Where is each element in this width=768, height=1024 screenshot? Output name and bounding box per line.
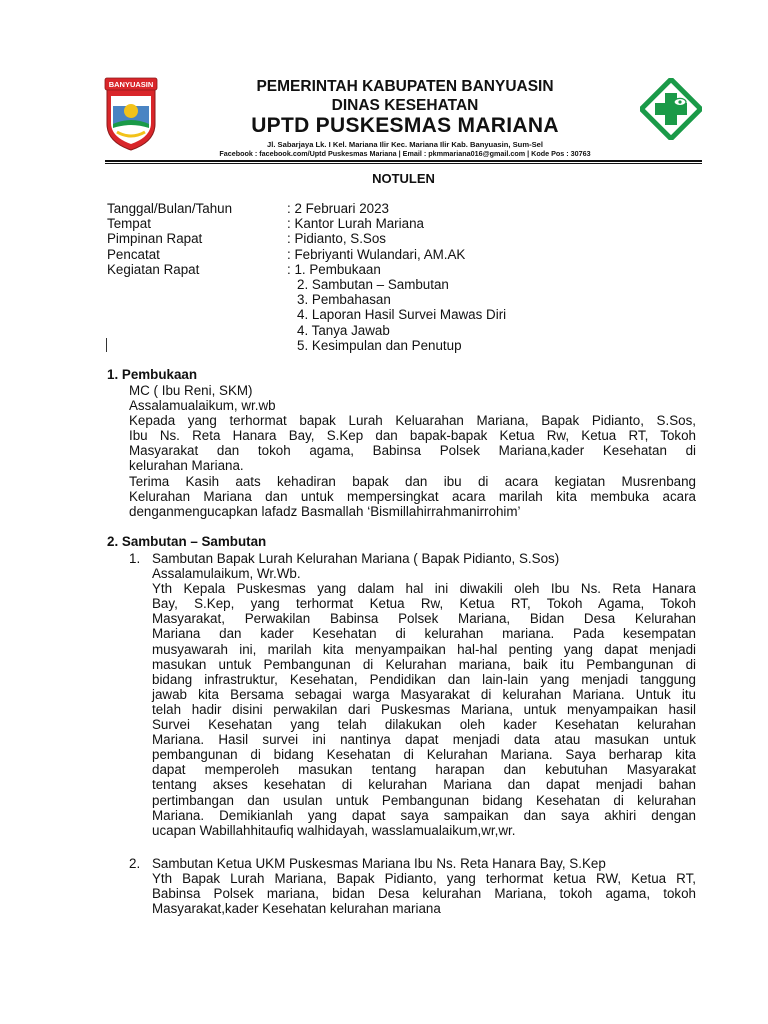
agenda-list <box>297 277 506 353</box>
paragraph-line: denganmengucapkan lafadz Basmallah ‘Bismillahirrahmanirrohim’ <box>129 503 521 519</box>
paragraph <box>152 871 696 916</box>
government-name: PEMERINTAH KABUPATEN BANYUASIN <box>256 78 554 95</box>
section-heading-pembukaan: 1. Pembukaan <box>107 367 198 382</box>
paragraph-line: tentang akses kesehatan di kelurahan Mariana dan dapat menjadi bahan <box>152 777 696 793</box>
info-value: : Febriyanti Wulandari, AM.AK <box>287 246 466 262</box>
greeting-line: Assalamulaikum, Wr.Wb. <box>152 566 301 582</box>
speech-lurah <box>152 551 696 838</box>
paragraph <box>129 474 696 519</box>
agenda-item: 4. Laporan Hasil Survei Mawas Diri <box>297 307 507 323</box>
paragraph-line: Masyarakat dan tokoh agama, Babinsa Polsek Mariana,kader Kesehatan di <box>129 443 696 459</box>
paragraph-line: Masyarakat, Perwakilan Babinsa Polsek Mariana, Bidan Desa Kelurahan <box>152 611 696 627</box>
info-key: Pencatat <box>107 246 160 262</box>
paragraph-line: Kelurahan Mariana dan untuk mempersingkat acara marilah kita membuka acara <box>129 488 696 504</box>
speech-title: Sambutan Ketua UKM Puskesmas Mariana Ibu Ns. Reta Hanara Bay, S.Kep <box>152 856 606 871</box>
info-key: Pimpinan Rapat <box>107 231 203 247</box>
paragraph-line: Kepada yang terhormat bapak Lurah Keluarahan Mariana, Bapak Pidianto, S.Sos, <box>129 413 696 429</box>
paragraph-line: Mariana. Demikianlah yang dapat saya sampaikan dan saya akhiri dengan <box>152 807 696 823</box>
paragraph-line: jawab kita Bersama sebagai warga Masyarakat di kelurahan Mariana. Untuk itu <box>152 686 696 702</box>
info-key: Kegiatan Rapat <box>107 261 200 277</box>
paragraph-line: Ibu Ns. Reta Hanara Bay, S.Kep dan bapak-bapak Ketua Rw, Ketua RT, Tokoh <box>129 428 696 444</box>
agenda-item: 4. Tanya Jawab <box>297 322 390 338</box>
paragraph-line: dapat memperoleh masukan tentang harapan dan kebutuhan Masyarakat <box>152 762 696 778</box>
paragraph <box>152 581 696 838</box>
greeting-line: Assalamualaikum, wr.wb <box>129 398 276 414</box>
info-key: Tanggal/Bulan/Tahun <box>107 201 233 216</box>
header-divider-thin <box>105 163 702 164</box>
agenda-item: 2. Sambutan – Sambutan <box>297 277 449 292</box>
paragraph-line: pertimbangan dan usulan untuk Pembangunan bidang Kesehatan di kelurahan <box>152 792 696 808</box>
banyuasin-emblem-icon <box>103 76 159 152</box>
paragraph-line: bidang infrastruktur, Kesehatan, Pendidikan dan lain-lain yang menjadi tanggung <box>152 671 696 687</box>
paragraph-line: Mariana. Hasil survei ini nantinya dapat menjadi data atau masukan untuk <box>152 732 696 748</box>
paragraph-line: Survei Kesehatan yang telah dilakukan oleh kader Kesehatan kelurahan <box>152 717 696 733</box>
text-cursor <box>106 338 107 352</box>
address-line: Jl. Sabarjaya Lk. I Kel. Mariana Ilir Kec. Mariana Ilir Kab. Banyuasin, Sum-Sel <box>266 140 543 149</box>
header-divider <box>105 160 702 162</box>
paragraph-line: masukan untuk Pembangunan di Kelurahan mariana, baik itu Pembangunan di <box>152 656 696 672</box>
paragraph-line: Bay, S.Kep, yang terhormat Ketua Rw, Ketua RT, Tokoh Agama, Tokoh <box>152 596 696 612</box>
agenda-item: 3. Pembahasan <box>297 292 391 308</box>
paragraph-line: telah hadir disini perwakilan dari Puskesmas Mariana, untuk menyampaikan hasil <box>152 701 696 717</box>
paragraph-line: pembangunan di bidang Kesehatan di Kelurahan Mariana. Saya berharap kita <box>152 747 696 763</box>
info-key: Tempat <box>107 216 151 232</box>
paragraph-line: ucapan Wabillahhitaufiq walhidayah, wasslamualaikum,wr,wr. <box>152 822 516 838</box>
agenda-item: 5. Kesimpulan dan Penutup <box>297 337 462 353</box>
emblem-banner-text: BANYUASIN <box>108 80 154 89</box>
speech-ukm <box>152 856 696 916</box>
mc-line: MC ( Ibu Reni, SKM) <box>129 383 253 398</box>
info-value: : 1. Pembukaan <box>287 261 381 277</box>
paragraph-line: Yth Kepala Puskesmas yang dalam hal ini diwakili oleh Ibu Ns. Reta Hanara <box>152 581 696 597</box>
department-name: DINAS KESEHATAN <box>331 97 479 114</box>
info-value: : Pidianto, S.Sos <box>287 231 386 247</box>
section-heading-sambutan: 2. Sambutan – Sambutan <box>107 534 267 549</box>
info-value: : Kantor Lurah Mariana <box>287 216 424 232</box>
paragraph-line: Yth Bapak Lurah Mariana, Bapak Pidianto, yang terhormat ketua RW, Ketua RT, <box>152 871 696 887</box>
institution-name: UPTD PUSKESMAS MARIANA <box>251 114 559 137</box>
item-number: 2. <box>129 856 141 871</box>
paragraph-line: Masyarakat,kader Kesehatan kelurahan mariana <box>152 901 441 917</box>
paragraph-line: musyawarah ini, marilah kita menyampaikan hal-hal penting yang dapat menjadi <box>152 641 696 657</box>
paragraph <box>129 413 696 473</box>
paragraph-line: Mariana dan kader Kesehatan di kelurahan mariana. Pada kesempatan <box>152 626 696 642</box>
puskesmas-cross-icon <box>640 78 702 140</box>
contact-line: Facebook : facebook.com/Uptd Puskesmas Mariana | Email : pkmmariana016@gmail.com | Kode Pos : 30763 <box>219 149 591 158</box>
paragraph-line: Terima Kasih aats kehadiran bapak dan ibu di acara kegiatan Musrenbang <box>129 473 696 489</box>
speech-title: Sambutan Bapak Lurah Kelurahan Mariana ( Bapak Pidianto, S.Sos) <box>152 551 560 566</box>
info-value: : 2 Februari 2023 <box>287 201 389 216</box>
document-title: NOTULEN <box>372 171 435 186</box>
paragraph-line: Babinsa Polsek mariana, bidan Desa kelurahan Mariana, tokoh agama, tokoh <box>152 886 696 902</box>
section-pembukaan-body <box>129 383 696 519</box>
paragraph-line: kelurahan Mariana. <box>129 458 244 474</box>
item-number: 1. <box>129 551 141 566</box>
